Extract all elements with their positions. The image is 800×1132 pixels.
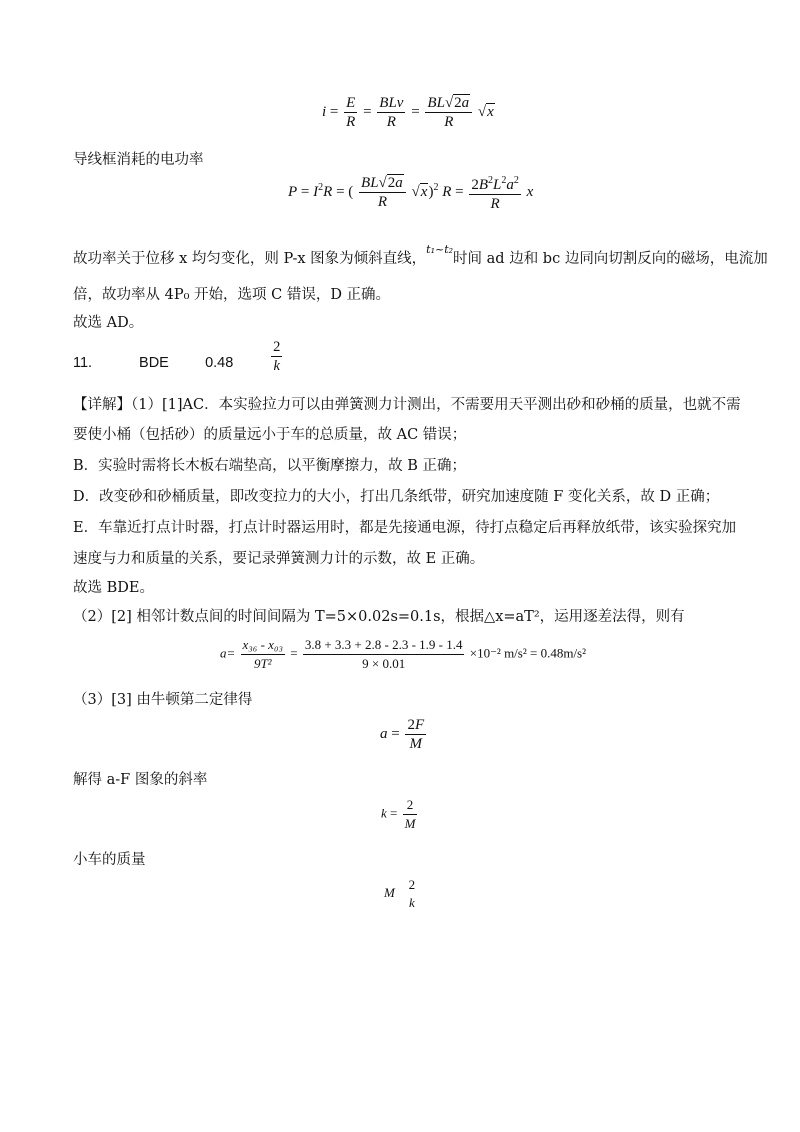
accel-tail: ×10⁻² m/s² = 0.48m/s² <box>469 645 587 661</box>
answers-row <box>73 339 284 375</box>
answer-2: 0.48 <box>205 355 234 372</box>
answer-3-numerator: 2 <box>273 339 281 355</box>
accel-den: 9T² <box>253 656 272 671</box>
text-power-intro: 导线框消耗的电功率 <box>73 152 204 168</box>
text-detail-2: 要使小桶（包括砂）的质量远小于车的总质量，故 AC 错误； <box>73 427 467 443</box>
text-choice-bde: 故选 BDE。 <box>73 580 154 596</box>
accel-lhs: a= <box>220 645 236 661</box>
text-detail-1: 【详解】（1）[1]AC．本实验拉力可以由弹簧测力计测出，不需要用天平测出砂和砂桶的质量，也就不需 <box>73 397 741 413</box>
answer-3 <box>271 338 282 375</box>
text-newton-law: （3）[3] 由牛顿第二定律得 <box>73 692 253 708</box>
accel-den2: 9 × 0.01 <box>362 656 406 671</box>
current-equation: i = $\frac{E}{R}$ = $\frac{\text{BLv}}{R}$ = $\frac{BL√2a}{R}$ √x <box>322 95 494 130</box>
answer-3-denominator: k <box>273 358 280 374</box>
answer-1: BDE <box>139 355 169 372</box>
text-current-double: 倍，故功率从 4P₀ 开始，选项 C 错误，D 正确。 <box>73 287 391 303</box>
time-interval-label: t₁~t₂ <box>426 243 454 256</box>
text-option-d: D．改变砂和砂桶质量，即改变拉力的大小，打出几条纸带，研究加速度随 F 变化关系，故 D 正确； <box>73 489 720 505</box>
text-slope: 解得 a-F 图象的斜率 <box>73 772 208 788</box>
accel-num2: 3.8 + 3.3 + 2.8 - 2.3 - 1.9 - 1.4 <box>303 636 465 655</box>
question-number: 11. <box>73 355 93 372</box>
accel-num: x₃₆ - x₀₃ <box>241 636 285 655</box>
acceleration-equation: a= $\frac{\text{x₃₆ - x₀₃}}{\text{9T²}}$ = $\frac{3.8 + 3.3 + 2.8 - 2.3 - 1.9 - 1.4}{9 \times 0.01}$ ×10⁻² m/s² = 0.48m/s² <box>220 637 587 671</box>
mass-equation: M 2 k <box>384 877 416 910</box>
text-power-linear-b: 时间 ad 边和 bc 边同向切割反向的磁场，电流加 <box>453 251 768 267</box>
text-option-b: B．实验时需将长木板右端垫高，以平衡摩擦力，故 B 正确； <box>73 458 467 474</box>
power-equation: $P = I^2R$ = ( $\frac{BL√2a}{R}$ √x)$^2$ R = $\frac{2B^2L^2a^2}{R}$ x <box>288 172 533 213</box>
text-power-linear-a: 故功率关于位移 x 均匀变化，则 P-x 图象为倾斜直线， <box>73 251 427 267</box>
text-option-e-2: 速度与力和质量的关系，要记录弹簧测力计的示数，故 E 正确。 <box>73 551 485 567</box>
text-time-interval: （2）[2] 相邻计数点间的时间间隔为 T=5×0.02s=0.1s，根据△x=aT²，运用逐差法得，则有 <box>73 609 685 625</box>
text-power-linear <box>73 240 768 269</box>
slope-equation: k = $\frac{2}{M}$ <box>381 797 416 831</box>
text-mass: 小车的质量 <box>73 852 146 868</box>
text-choice-ad: 故选 AD。 <box>73 315 144 331</box>
newton-equation: a = $\frac{2F}{M}$ <box>380 717 425 752</box>
text-option-e-1: E．车靠近打点计时器，打点计时器运用时，都是先接通电源，待打点稳定后再释放纸带，该实验探究加 <box>73 520 737 536</box>
